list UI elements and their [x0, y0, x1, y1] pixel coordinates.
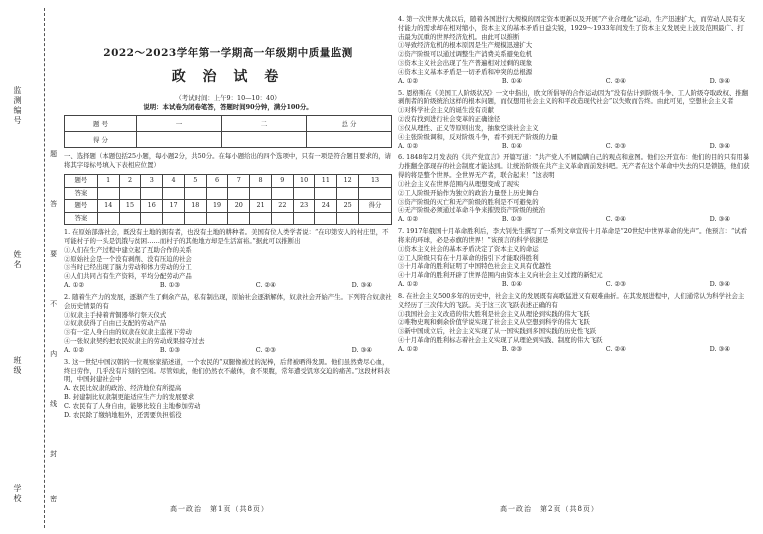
exam-time: （考试时间：上午9：10—10：40）	[175, 93, 281, 102]
question-option: A. ①②	[64, 345, 85, 354]
question-item: B. 封建制比奴隶制更能适应生产力的发展要求	[64, 393, 195, 402]
score-cell[interactable]	[306, 132, 391, 148]
answer-table	[64, 174, 392, 225]
question-item: ④资本主义基本矛盾是一切矛盾和冲突的总根源	[398, 67, 533, 76]
question-option: D. ③④	[709, 215, 730, 224]
answer-table-number: 19	[206, 200, 228, 213]
answer-table-number: 17	[163, 200, 185, 213]
answer-cell[interactable]	[163, 212, 185, 225]
question-item: ④一张奴隶契约把农民奴隶主的劳动成果掠夺过去	[64, 337, 205, 346]
answer-table-number: 5	[184, 175, 206, 188]
left-page-column	[64, 12, 392, 420]
question-option: D. ③④	[709, 141, 730, 150]
answer-cell[interactable]	[250, 187, 272, 200]
score-cell[interactable]	[221, 132, 306, 148]
question-item: ②资产阶级可以通过调整生产消费关系避免危机	[398, 50, 533, 59]
answer-table-number: 11	[315, 175, 337, 188]
answer-cell[interactable]	[206, 212, 228, 225]
question-item: ③资产阶级的灭亡和无产阶级的胜利是不可避免的	[398, 197, 539, 206]
answer-cell[interactable]	[97, 187, 119, 200]
score-table	[64, 115, 392, 148]
question-item: ①对科学社会主义的诞生没有贡献	[398, 106, 494, 115]
answer-cell[interactable]	[228, 187, 250, 200]
seal-text-6: 线	[49, 400, 58, 417]
answer-table-number: 24	[315, 200, 337, 213]
question-option: B. ②③	[501, 344, 523, 353]
answer-cell[interactable]	[250, 212, 272, 225]
question-item: C. 农民有了人身自由，能够比较自主地参加劳动	[64, 401, 201, 410]
answer-table-number: 得分	[359, 200, 392, 213]
seal-text-1: 题	[49, 150, 58, 167]
answer-table-number: 13	[359, 175, 392, 188]
score-table-header: 二	[221, 116, 306, 132]
question	[398, 292, 750, 354]
question-item: ②工人阶级开始作为独立的政治力量登上历史舞台	[398, 188, 539, 197]
question-option: D. ③④	[709, 76, 730, 85]
answer-table-number: 2	[119, 175, 141, 188]
answer-table-number: 9	[271, 175, 293, 188]
question-stem: 5. 恩格斯在《美国工人阶级状况》一文中指出，欧文所倡导的合作运动因为“没有估计到阶级斗争、工人阶级夺取政权、推翻剥削者的阶级统治这样的根本问题，而仅想用社会主义的和平改造现代社会”以失败而告终。由此可见，空想社会主义者	[398, 88, 749, 106]
answer-cell[interactable]	[206, 187, 228, 200]
answer-cell[interactable]	[271, 187, 293, 200]
answer-table-number: 25	[337, 200, 359, 213]
question-item: D. 农民除了缴纳地租外，还需要负担徭役	[64, 410, 182, 419]
question-option: C. ②④	[605, 344, 626, 353]
question	[398, 227, 750, 289]
question-option: C. ②④	[255, 281, 276, 290]
seal-text-7: 封	[49, 450, 58, 467]
seal-text-2: 答	[49, 200, 58, 217]
answer-cell[interactable]	[271, 212, 293, 225]
question-item: ④人们共同占有生产资料，平均分配劳动产品	[64, 272, 192, 281]
question	[398, 89, 750, 151]
question-item: ②工人阶级只有在十月革命的指引下才能取得胜利	[398, 253, 539, 262]
question-option: B. ①④	[501, 76, 523, 85]
question-option: A. ①②	[398, 280, 419, 289]
question-option: A. ①②	[398, 215, 419, 224]
question-item: ③仅从理性、正义等原则出发，抽象空谈社会主义	[398, 123, 539, 132]
question-item: ②奴隶获得了自由已支配的劳动产品	[64, 319, 167, 328]
footer-right: 高一政治 第2页（共8页）	[500, 505, 599, 513]
question-item: ③有一定人身自由的奴隶在奴隶主监视下劳动	[64, 328, 192, 337]
question-option: B. ①③	[159, 281, 181, 290]
question-stem: 3. 这一世纪中国汉朝的一位观察家描述道，一个农民的“双腿像被过的泥棒，后背被晒得发黑。他们虽然费尽心血，终日劳作，几乎没有片刻的空闲。尽管如此，他们仍然衣不蔽体，食不果腹，常年遭受饥寒交迫的痛苦。”这段材料表明，中国封建社会中	[64, 357, 390, 384]
question-stem: 8. 在社会主义500多年的历史中，社会主义的发展既有高歌猛进又有艰难曲折。在其发展进程中，人们通常认为科学社会主义经历了三次伟大的飞跃。关于这三次飞跃表述正确的有	[398, 291, 745, 309]
question-option: B. ①④	[501, 280, 523, 289]
footer-left: 高一政治 第1页（共8页）	[170, 505, 269, 513]
question-option: D. ③④	[351, 345, 372, 354]
question-options	[398, 215, 750, 224]
question-item: ③资本主义社会出现了生产普遍相对过剩的现象	[398, 59, 533, 68]
seal-text-8: 密	[49, 495, 58, 512]
binding-dashed-line	[44, 8, 45, 528]
binding-label-name: 姓名	[13, 250, 23, 270]
answer-cell[interactable]	[293, 187, 315, 200]
question-item: ①导致经济危机的根本原因是生产规模迅速扩大	[398, 41, 533, 50]
answer-cell[interactable]	[359, 212, 392, 225]
question-options	[64, 281, 392, 290]
score-table-header: 题 号	[65, 116, 137, 132]
answer-table-number: 7	[228, 175, 250, 188]
score-table-row-label: 得 分	[65, 132, 137, 148]
question-item: ④主张阶级调和，反对阶级斗争，看不到无产阶级的力量	[398, 132, 558, 141]
question-option: A. ①②	[64, 281, 85, 290]
answer-cell[interactable]	[228, 212, 250, 225]
question-option: D. ③④	[709, 344, 730, 353]
binding-label-school: 学校	[13, 484, 23, 504]
question-item: ②原始社会是一个没有剥削、没有压迫的社会	[64, 254, 192, 263]
seal-text-5: 内	[49, 350, 58, 367]
answer-table-label: 题号	[65, 200, 98, 213]
answer-cell[interactable]	[97, 212, 119, 225]
question-item: ②没有找到进行社会变革的正确途径	[398, 115, 501, 124]
question-option: C. ②④	[605, 76, 626, 85]
question-option: C. ②③	[605, 141, 626, 150]
question-item: A. 农民比奴隶的政治、经济地位有所提高	[64, 384, 182, 393]
question-option: B. ①④	[501, 141, 523, 150]
score-table-header: 总 分	[306, 116, 391, 132]
answer-cell[interactable]	[337, 212, 359, 225]
binding-label-id: 监测编号	[13, 86, 23, 126]
question-stem: 7. 1917年俄国十月革命胜利后，李大钊先生撰写了一系列文章宣传十月革命是“20世纪中世界革命的先声”。他预言：“试看将来的环球，必是赤旗的世界！”该预言的科学依据是	[398, 227, 748, 244]
answer-table-number: 6	[206, 175, 228, 188]
question-options	[398, 280, 750, 289]
score-table-header: 一	[136, 116, 221, 132]
question-stem: 4. 第一次世界大战以后，随着各国进行大规模的固定资本更新以及开展“产业合理化”运动，生产迅速扩大，而劳动人民有支付能力的需求却在相对缩小，资本主义的基本矛盾日益尖锐，1929～1933年间发生了资本主义发展史上波及范围最广、打击最为沉重的世界经济危机。由此可以推断	[398, 15, 745, 41]
answer-table-number: 10	[293, 175, 315, 188]
question-option: A. ①②	[398, 76, 419, 85]
answer-cell[interactable]	[141, 212, 163, 225]
question-option: B. ①③	[501, 215, 523, 224]
answer-cell[interactable]	[184, 212, 206, 225]
question-options	[398, 345, 750, 354]
question	[398, 153, 750, 224]
answer-cell[interactable]	[163, 187, 185, 200]
question-item: ①社会主义在世界范围内从理想变成了现实	[398, 179, 520, 188]
questions-left	[64, 228, 392, 419]
answer-table-number: 22	[271, 200, 293, 213]
question-stem: 2. 随着生产力的发展，逐渐产生了剩余产品，私有制出现，原始社会逐渐解体，奴隶社会开始产生。下列符合奴隶社会历史情景的有	[64, 292, 392, 310]
answer-table-number: 12	[337, 175, 359, 188]
answer-cell[interactable]	[119, 212, 141, 225]
answer-table-number: 16	[141, 200, 163, 213]
question-item: ④十月革命的胜利标志着社会主义实现了从理论到实践、制度的伟大飞跃	[398, 335, 603, 344]
question	[398, 15, 750, 86]
question-item: ②唯物史观和剩余价值学说实现了社会主义从空想到科学的伟大飞跃	[398, 318, 590, 327]
question-item: ①资本主义社会的基本矛盾决定了资本主义的命运	[398, 244, 539, 253]
answer-cell[interactable]	[315, 212, 337, 225]
question	[64, 228, 392, 290]
subject-title: 政 治 试 卷	[171, 69, 285, 86]
question-option: A. ①②	[398, 141, 419, 150]
answer-table-number: 1	[97, 175, 119, 188]
seal-text-4: 不	[49, 300, 58, 317]
question-option: D. ③④	[351, 281, 372, 290]
question-option: B. ①③	[159, 345, 181, 354]
binding-strip	[0, 0, 58, 534]
answer-cell[interactable]	[293, 212, 315, 225]
question-option: C. ②④	[605, 215, 626, 224]
question-item: ③当时已经出现了脑力劳动和体力劳动的分工	[64, 263, 192, 272]
answer-table-number: 8	[250, 175, 272, 188]
answer-table-number: 20	[228, 200, 250, 213]
section-intro: 一、选择题（本题包括25小题，每小题2分，共50分。在每小题给出的四个选项中，只有一项是符合题目要求的，请将其字母标号填入下表相应位置）	[64, 152, 392, 170]
question	[64, 358, 392, 420]
question-item: ③十月革命的胜利证明了中国特色社会主义具有优越性	[398, 262, 552, 271]
question-item: ①人们在生产过程中建立起了互助合作的关系	[64, 245, 192, 254]
question-stem: 6. 1848年2月发表的《共产党宣言》开篇写道：“共产党人不屑隐瞒自己的观点和意图。他们公开宣布：他们的目的只有用暴力推翻全部现存的社会制度才能达到。让统治阶级在共产主义革命面前发抖吧。无产者在这个革命中失去的只是锁链，他们获得的将是整个世界。全世界无产者，联合起来！”这表明	[398, 153, 750, 180]
answer-table-label: 答案	[65, 212, 98, 225]
question-item: ①奴隶主手持着青铜器举行祭天仪式	[64, 310, 167, 319]
answer-table-number: 23	[293, 200, 315, 213]
answer-table-label: 题号	[65, 175, 98, 188]
binding-label-class: 班级	[13, 356, 23, 376]
answer-cell[interactable]	[184, 187, 206, 200]
answer-cell[interactable]	[337, 187, 359, 200]
right-page-column	[398, 12, 750, 354]
question-options	[398, 77, 750, 86]
questions-right	[398, 15, 750, 354]
answer-table-label: 答案	[65, 187, 98, 200]
question-option: A. ①②	[398, 344, 419, 353]
question-item: ④十月革命的胜利开辟了世界范围内由资本主义向社会主义过渡的新纪元	[398, 271, 603, 280]
answer-table-number: 3	[141, 175, 163, 188]
answer-table-number: 15	[119, 200, 141, 213]
question-option: C. ②③	[255, 345, 276, 354]
question-item: ①我国社会主义改造的伟大胜利是社会主义从理论到实践的伟大飞跃	[398, 309, 590, 318]
question-stem: 1. 在原始部落社会，既没有土地的拥有者，也没有土地的耕种者。美国有位人类学者说：“在印第安人的村庄里，不可能村子的一头是饥饿与贫困……而村子的其他地方却是生活富裕。”据此可以推断出	[64, 228, 389, 245]
question-item: ③新中国成立后，社会主义实现了从一国实践到多国实践的历史性飞跃	[398, 327, 597, 336]
question-option: C. ②③	[605, 280, 626, 289]
seal-text-3: 要	[49, 250, 58, 267]
exam-title: 2022～2023学年第一学期高一年级期中质量监测	[103, 47, 353, 59]
question-options	[64, 346, 392, 355]
answer-cell[interactable]	[315, 187, 337, 200]
question-options	[398, 142, 750, 151]
score-cell[interactable]	[136, 132, 221, 148]
question-item: ④无产阶级必须通过革命斗争来摧毁资产阶级的统治	[398, 206, 545, 215]
question-option: D. ③④	[709, 280, 730, 289]
answer-cell[interactable]	[359, 187, 392, 200]
question	[64, 293, 392, 355]
answer-cell[interactable]	[141, 187, 163, 200]
answer-cell[interactable]	[119, 187, 141, 200]
exam-note: 说明：本试卷为闭卷笔答，答题时间90分钟，满分100分。	[143, 102, 313, 111]
answer-table-number: 18	[184, 200, 206, 213]
answer-table-number: 14	[97, 200, 119, 213]
answer-table-number: 21	[250, 200, 272, 213]
answer-table-number: 4	[163, 175, 185, 188]
